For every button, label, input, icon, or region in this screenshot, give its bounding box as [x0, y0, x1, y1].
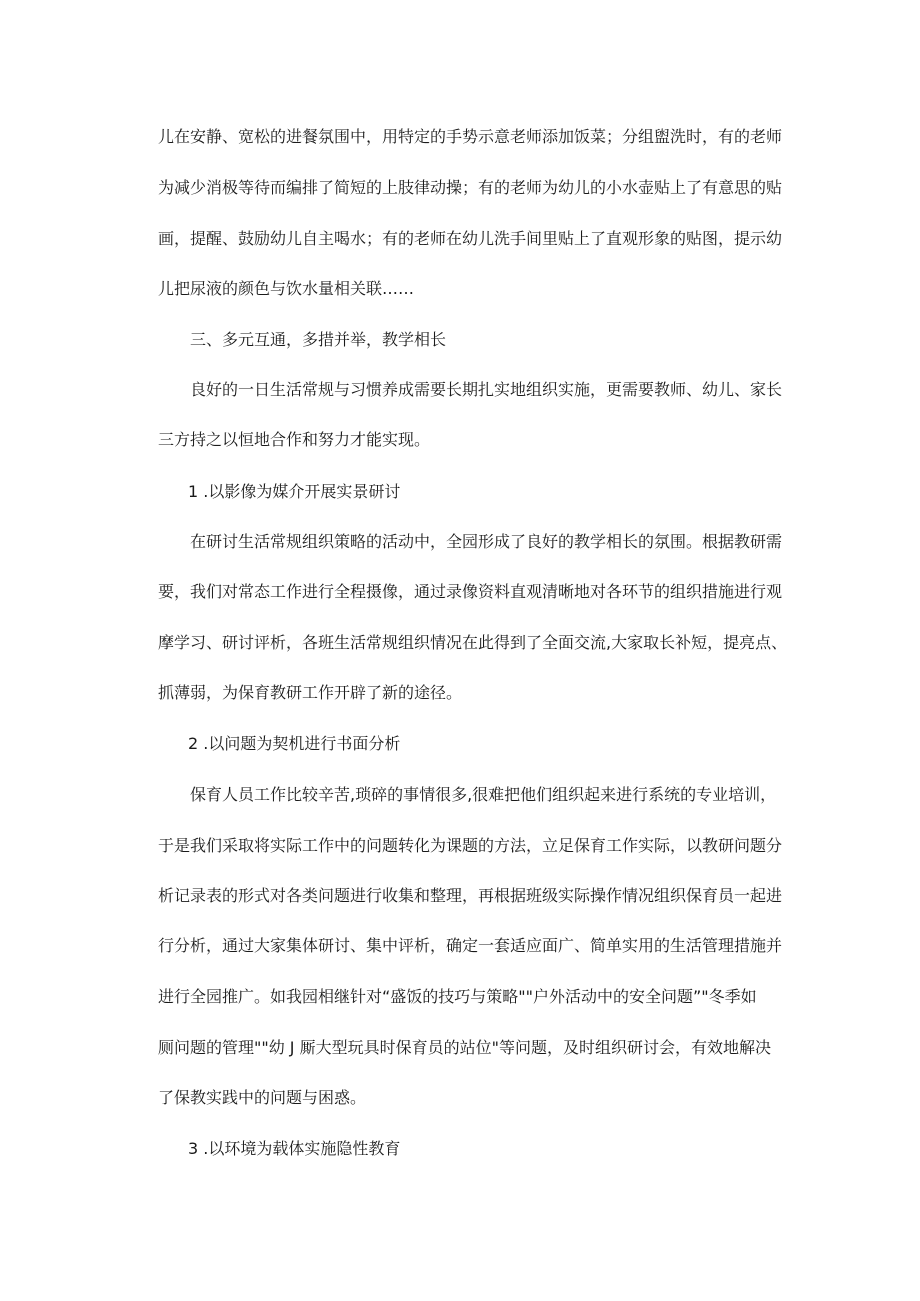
paragraph-line-8: 要，我们对常态工作进行全程摄像，通过录像资料直观清晰地对各环节的组织措施进行观: [158, 582, 783, 601]
paragraph-line-3: 画，提醒、鼓励幼儿自主喝水；有的老师在幼儿洗手间里贴上了直观形象的贴图，提示幼: [158, 229, 783, 248]
paragraph-line-11: 保育人员工作比较辛苦,琐碎的事情很多,很难把他们组织起来进行系统的专业培训，: [190, 785, 777, 804]
paragraph-line-12: 于是我们采取将实际工作中的问题转化为课题的方法，立足保育工作实际，以教研问题分: [158, 836, 783, 855]
paragraph-line-14: 行分析，通过大家集体研讨、集中评析，确定一套适应面广、简单实用的生活管理措施并: [158, 936, 783, 955]
section-heading-3: 三、多元互通，多措并举，教学相长: [190, 330, 447, 349]
subheading-3: 3 .以环境为载体实施隐性教育: [188, 1139, 401, 1158]
paragraph-line-6: 三方持之以恒地合作和努力才能实现。: [158, 430, 431, 449]
paragraph-line-5: 良好的一日生活常规与习惯养成需要长期扎实地组织实施，更需要教师、幼儿、家长: [190, 380, 783, 399]
paragraph-line-9: 摩学习、研讨评析，各班生活常规组织情况在此得到了全面交流,大家取长补短，提亮点、: [158, 633, 788, 652]
paragraph-line-1: 儿在安静、宽松的进餐氛围中，用特定的手势示意老师添加饭菜；分组盥洗时，有的老师: [158, 127, 783, 146]
paragraph-line-10: 抓薄弱，为保育教研工作开辟了新的途径。: [158, 683, 463, 702]
paragraph-line-17: 了保教实践中的问题与困惑。: [158, 1088, 367, 1107]
paragraph-line-2: 为减少消极等待而编排了简短的上肢律动操；有的老师为幼儿的小水壶贴上了有意思的贴: [158, 178, 783, 197]
paragraph-line-15: 进行全园推广。如我园相继针对“盛饭的技巧与策略""户外活动中的安全问题”"冬季如: [158, 987, 757, 1006]
subheading-1: 1 .以影像为媒介开展实景研讨: [188, 482, 401, 501]
paragraph-line-7: 在研讨生活常规组织策略的活动中，全园形成了良好的教学相长的氛围。根据教研需: [190, 532, 783, 551]
subheading-2: 2 .以问题为契机进行书面分析: [188, 734, 401, 753]
paragraph-line-16: 厕问题的管理""幼 J 厮大型玩具时保育员的站位"等问题，及时组织研讨会，有效地解决: [158, 1038, 771, 1057]
paragraph-line-13: 析记录表的形式对各类问题进行收集和整理，再根据班级实际操作情况组织保育员一起进: [158, 886, 783, 905]
paragraph-line-4: 儿把尿液的颜色与饮水量相关联……: [158, 279, 415, 298]
